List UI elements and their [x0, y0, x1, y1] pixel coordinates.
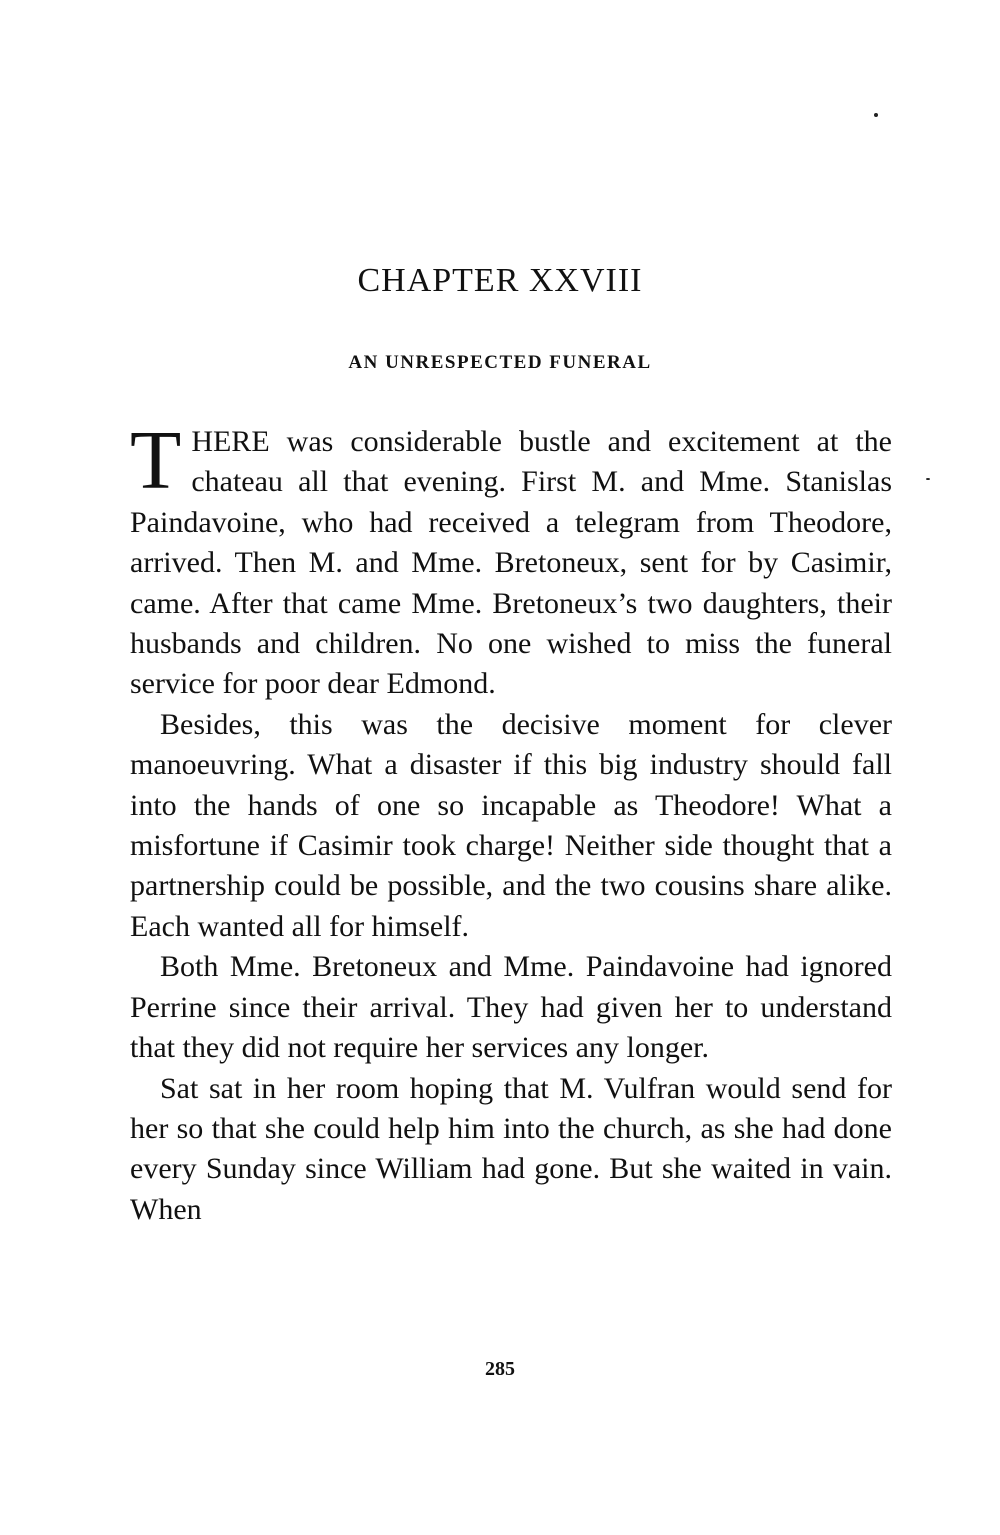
page-number: 285 — [485, 1358, 515, 1380]
paragraph-1 — [130, 414, 892, 705]
body-text — [130, 414, 892, 1230]
drop-cap: T — [130, 414, 182, 507]
print-speck — [926, 478, 930, 480]
chapter-title: CHAPTER XXVIII — [357, 262, 643, 299]
paragraph-4: Sat sat in her room hoping that M. Vulfran would send for her so that she could help him into the church, as she had done every Sunday since William had gone. But she waited in vain. When — [130, 1071, 892, 1226]
paragraph-1-text: HERE was considerable bustle and excitement at the chateau all that evening. First M. and Mme. Stanislas Paindavoine, who had received a telegram from Theodore, arrived. Then M. and Mme. Bretoneux, sent for by Casimir, came. After that came Mme. Bretoneux’s two daughters, their husbands and children. No one wished to miss the funeral service for poor dear Edmond. — [130, 425, 892, 701]
chapter-subtitle: AN UNRESPECTED FUNERAL — [348, 352, 652, 373]
paragraph-3: Both Mme. Bretoneux and Mme. Paindavoine had ignored Perrine since their arrival. They had given her to understand that they did not require her services any longer. — [130, 950, 892, 1065]
paragraph-2: Besides, this was the decisive moment for clever manoeuvring. What a disaster if this big industry should fall into the hands of one so incapable as Theodore! What a misfortune if Casimir took charge! Neither side thought that a partnership could be possible, and the two cousins share alike. Each wanted all for himself. — [130, 707, 892, 943]
print-speck — [874, 113, 878, 117]
